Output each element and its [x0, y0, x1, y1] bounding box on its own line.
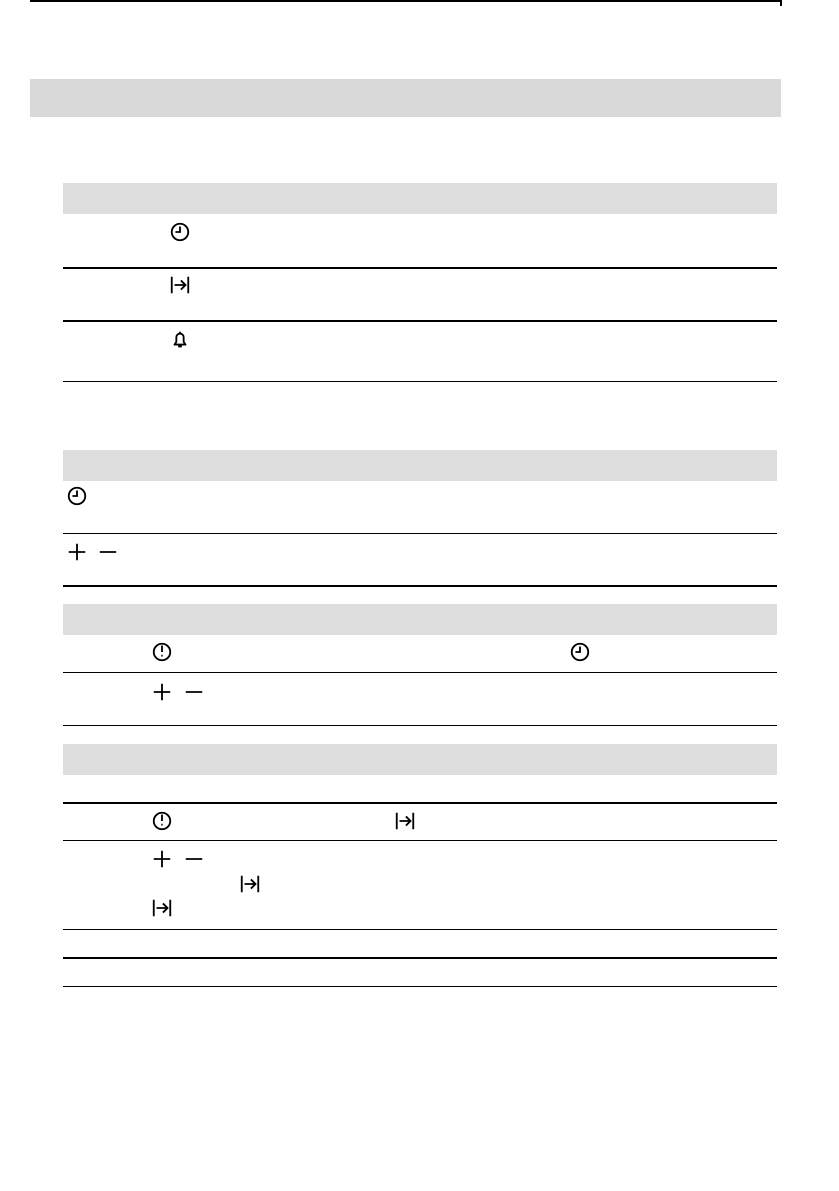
row-divider [63, 672, 777, 673]
table-bottom-rule [63, 381, 777, 382]
row-divider [63, 957, 777, 959]
row-divider [63, 320, 777, 322]
row-divider [63, 929, 777, 930]
set-time-table [63, 450, 777, 590]
top-rule [30, 0, 781, 2]
table-bottom-rule [63, 585, 777, 587]
end-arrow-icon [394, 810, 416, 832]
table-header [63, 450, 777, 481]
row-divider [63, 533, 777, 534]
power-icon [151, 810, 173, 832]
row-divider [63, 802, 777, 804]
duration-table [63, 604, 777, 728]
row-divider [63, 267, 777, 269]
clock-functions-table [63, 183, 777, 383]
minus-icon [183, 681, 205, 703]
table-bottom-rule [63, 725, 777, 726]
row-divider [63, 840, 777, 841]
end-arrow-icon [169, 274, 191, 296]
clock-icon [66, 485, 88, 507]
clock-icon [169, 221, 191, 243]
table-header [63, 604, 777, 635]
clock-icon [569, 641, 591, 663]
minus-icon [183, 848, 205, 870]
bell-icon [169, 329, 191, 351]
table-header [63, 183, 777, 214]
plus-icon [151, 848, 173, 870]
end-time-table [63, 744, 777, 990]
crop-mark [780, 0, 782, 6]
end-arrow-icon [151, 897, 173, 919]
plus-icon [66, 541, 88, 563]
minus-icon [97, 541, 119, 563]
section-header-bar [30, 79, 781, 117]
table-header [63, 744, 777, 775]
plus-icon [151, 681, 173, 703]
table-bottom-rule [63, 986, 777, 987]
end-arrow-icon [239, 873, 261, 895]
power-icon [151, 641, 173, 663]
